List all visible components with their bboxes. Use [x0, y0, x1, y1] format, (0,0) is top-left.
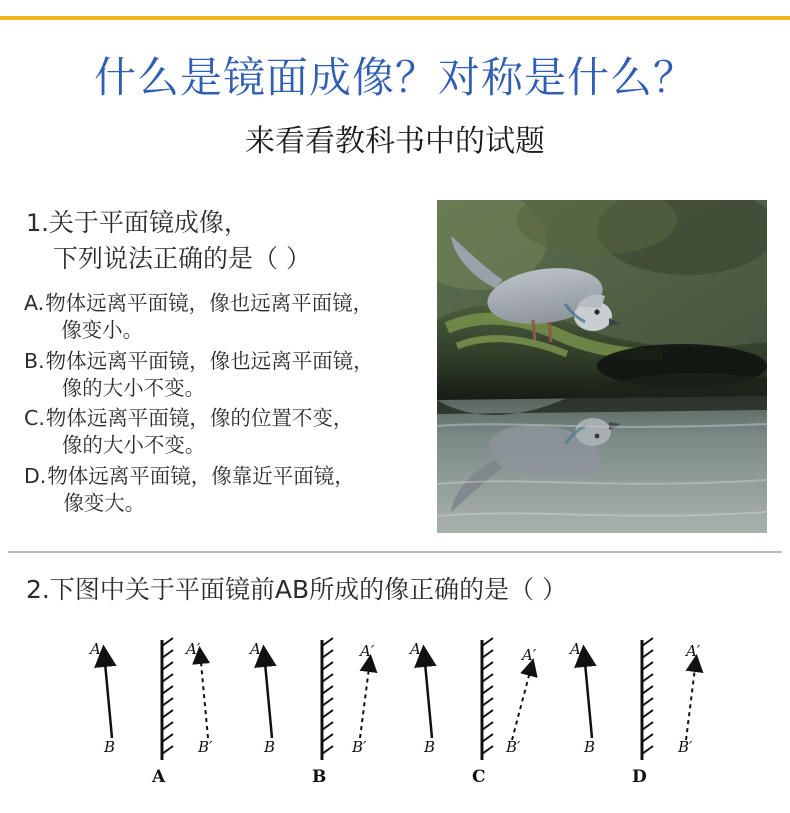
svg-text:B: B [424, 738, 436, 756]
option-b[interactable] [24, 348, 434, 403]
svg-text:B: B [312, 767, 327, 787]
choice-c-figure [408, 638, 537, 787]
svg-text:A: A [152, 767, 166, 787]
svg-text:A: A [90, 640, 101, 658]
section-divider [8, 551, 782, 553]
option-a-line1: 物体远离平面镜，像也远离平面镜， [45, 291, 374, 315]
svg-text:A′: A′ [686, 642, 701, 660]
option-a-line2: 像变小。 [61, 318, 144, 343]
option-d-label: D. [24, 463, 47, 488]
option-c[interactable] [24, 405, 434, 460]
svg-text:A′: A′ [360, 642, 375, 660]
page-subtitle: 来看看教科书中的试题 [245, 124, 545, 159]
question1-stem-line2: 下列说法正确的是（ ） [53, 244, 311, 274]
option-d-line2: 像变大。 [63, 490, 146, 515]
option-d-line1: 物体远离平面镜，像靠近平面镜， [47, 463, 355, 488]
svg-text:A′: A′ [186, 640, 201, 658]
option-a-label: A. [24, 291, 45, 315]
option-b-line2: 像的大小不变。 [61, 375, 206, 400]
option-b-text [46, 348, 374, 403]
question2-diagram [60, 630, 740, 800]
option-d-text [47, 463, 355, 518]
svg-text:B′: B′ [506, 738, 521, 756]
page-title: 什么是镜面成像？对称是什么？ [93, 53, 696, 102]
svg-text:C: C [472, 767, 486, 787]
svg-text:B: B [264, 738, 276, 756]
question2-number: 2. [26, 575, 50, 604]
svg-text:A: A [570, 640, 581, 658]
question1-stem [26, 205, 426, 278]
choice-d-figure [568, 638, 701, 787]
photo-artwork [437, 200, 767, 533]
svg-text:B′: B′ [198, 738, 213, 756]
svg-text:A: A [250, 640, 261, 658]
option-a-text [45, 290, 373, 345]
question1-stem-line1: 关于平面镜成像， [48, 208, 249, 237]
top-accent-rule [0, 16, 790, 20]
svg-text:B: B [104, 738, 116, 756]
choice-b-figure [248, 638, 375, 787]
option-c-label: C. [24, 406, 45, 430]
svg-text:A′: A′ [522, 646, 537, 664]
option-b-label: B. [24, 348, 45, 373]
question2-stem-text: 下图中关于平面镜前AB所成的像正确的是（ ） [49, 575, 568, 604]
option-a[interactable] [24, 290, 434, 345]
option-b-line1: 物体远离平面镜，像也远离平面镜， [45, 348, 374, 373]
svg-text:B: B [584, 738, 596, 756]
svg-text:A: A [410, 640, 421, 658]
bird-reflection-photo [437, 200, 767, 533]
option-c-text [46, 405, 354, 460]
option-c-line2: 像的大小不变。 [61, 433, 206, 458]
choice-a-figure [88, 638, 213, 787]
question1-number: 1. [26, 209, 49, 237]
svg-text:B′: B′ [678, 738, 693, 756]
option-c-line1: 物体远离平面镜，像的位置不变， [45, 406, 354, 430]
svg-text:B′: B′ [352, 738, 367, 756]
question1-options [24, 290, 434, 520]
mirror-diagram-svg [60, 630, 740, 800]
svg-text:D: D [632, 767, 647, 787]
question2-stem [26, 570, 567, 606]
option-d[interactable] [24, 463, 434, 518]
